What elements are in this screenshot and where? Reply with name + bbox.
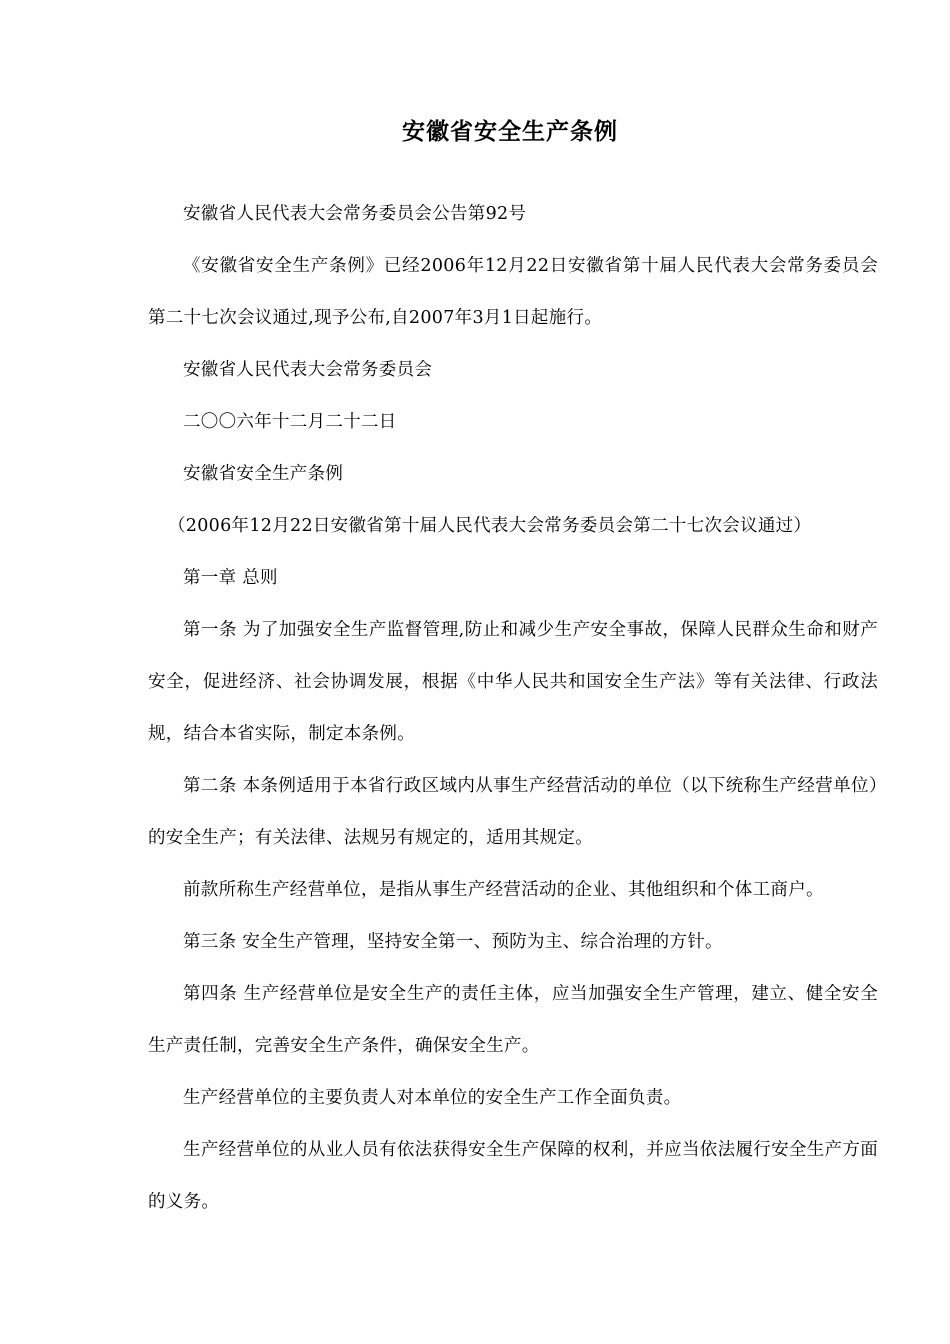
issuing-authority: 安徽省人民代表大会常务委员会 [183, 360, 433, 380]
article-2-paragraph-2: 前款所称生产经营单位，是指从事生产经营活动的企业、其他组织和个体工商户。 [183, 880, 824, 900]
document-title: 安徽省安全生产条例 [402, 119, 618, 145]
article-1: 第一条 为了加强安全生产监督管理,防止和减少生产安全事故，保障人民群众生命和财产安全，促进经济、社会协调发展，根据《中华人民共和国安全生产法》等有关法律、行政法规，结合本省实际，制定本条例。 [148, 620, 878, 744]
announcement-text: 《安徽省安全生产条例》已经2006年12月22日安徽省第十届人民代表大会常务委员会第二十七次会议通过,现予公布,自2007年3月1日起施行。 [148, 256, 878, 328]
article-4-paragraph-2: 生产经营单位的主要负责人对本单位的安全生产工作全面负责。 [183, 1088, 682, 1108]
article-4-paragraph-3: 生产经营单位的从业人员有依法获得安全生产保障的权利，并应当依法履行安全生产方面的义务。 [148, 1140, 878, 1212]
adoption-note: （2006年12月22日安徽省第十届人民代表大会常务委员会第二十七次会议通过） [168, 516, 812, 536]
article-3: 第三条 安全生产管理，坚持安全第一、预防为主、综合治理的方针。 [183, 932, 723, 952]
announcement-number: 安徽省人民代表大会常务委员会公告第92号 [183, 204, 527, 224]
article-2: 第二条 本条例适用于本省行政区域内从事生产经营活动的单位（以下统称生产经营单位）的安全生产；有关法律、法规另有规定的，适用其规定。 [148, 776, 878, 848]
issue-date: 二〇〇六年十二月二十二日 [183, 412, 397, 432]
document-body [148, 188, 878, 1228]
regulation-name: 安徽省安全生产条例 [183, 464, 344, 484]
chapter-heading: 第一章 总则 [183, 568, 278, 588]
article-4: 第四条 生产经营单位是安全生产的责任主体，应当加强安全生产管理，建立、健全安全生产责任制，完善安全生产条件，确保安全生产。 [148, 984, 878, 1056]
